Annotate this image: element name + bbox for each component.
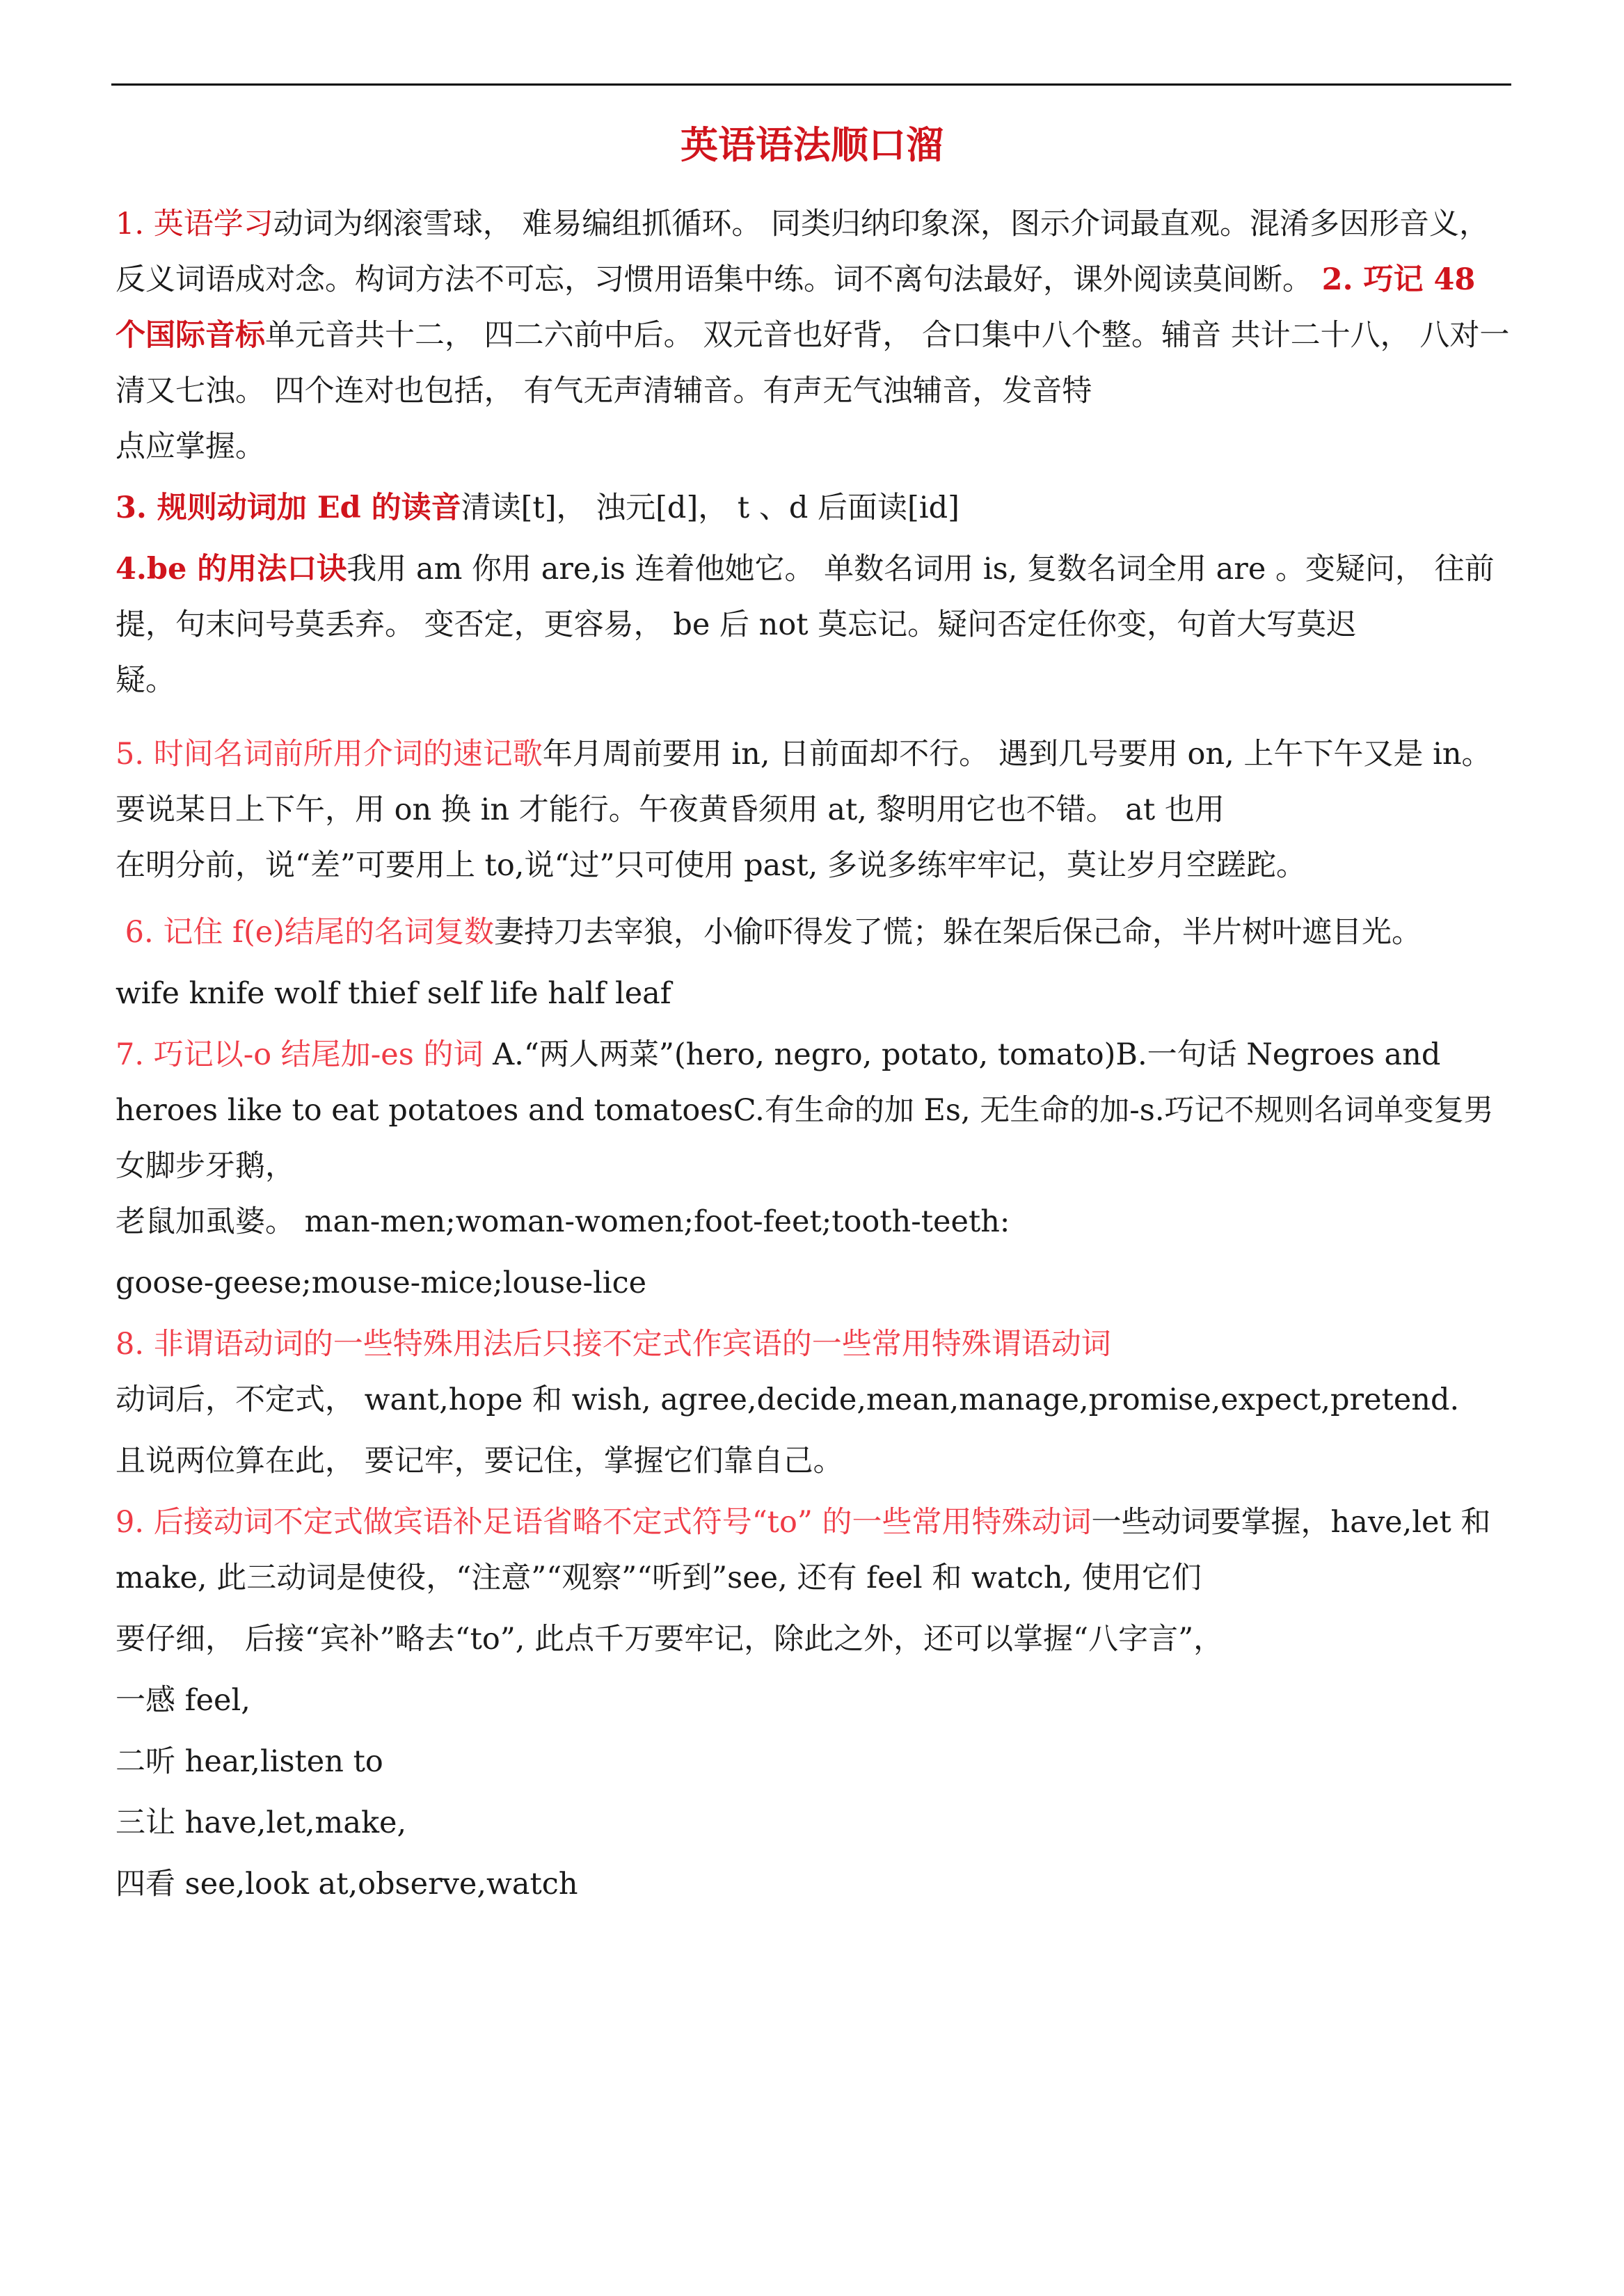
section-2-text: 单元音共十二， 四二六前中后。 双元音也好背， 合口集中八个整。辅音 共计二十八， 八对一清又七浊。 四个连对也包括， 有气无声清辅音。有声无气浊辅音，发音特 <box>116 318 1510 408</box>
section-3-text: 清读[t]， 浊元[d]， t 、d 后面读[id] <box>461 491 960 525</box>
section-3 <box>116 480 1513 536</box>
section-4-heading: 4.be 的用法口诀 <box>116 552 347 587</box>
section-9-item: 二听 hear,listen to <box>116 1744 383 1779</box>
document-body <box>116 196 1513 1912</box>
section-5-continuation: 在明分前，说“差”可要用上 to,说“过”只可使用 past, 多说多练牢牢记，莫让岁月空蹉跎。 <box>116 848 1306 883</box>
section-6 <box>116 904 1513 960</box>
section-9-heading: 9. 后接动词不定式做宾语补足语省略不定式符号“to” 的一些常用特殊动词 <box>116 1505 1092 1540</box>
section-7-continuation: 老鼠加虱婆。 man-men;woman-women;foot-feet;tooth-teeth: <box>116 1204 1010 1239</box>
page-title: 英语语法顺口溜 <box>680 122 944 167</box>
section-3-heading: 3. 规则动词加 Ed 的读音 <box>116 491 461 525</box>
section-5-text: 年月周前要用 in, 日前面却不行。 遇到几号要用 on, 上午下午又是 in。要说某日上下午，用 on 换 in 才能行。午夜黄昏须用 at, 黎明用它也不错。 at 也用 <box>116 737 1492 827</box>
section-2-continuation: 点应掌握。 <box>116 429 265 464</box>
section-1-heading: 1. 英语学习 <box>116 207 273 241</box>
section-5 <box>116 726 1513 838</box>
section-4-text: 我用 am 你用 are,is 连着他她它。 单数名词用 is, 复数名词全用 are 。变疑问， 往前提，句末问号莫丢弃。 变否定，更容易， be 后 not 莫忘记。疑问否定任你变，句首大写莫迟 <box>116 552 1495 642</box>
section-9-item: 三让 have,let,make, <box>116 1805 407 1840</box>
section-4-continuation: 疑。 <box>116 663 175 698</box>
section-1-text: 动词为纲滚雪球， 难易编组抓循环。 同类归纳印象深，图示介词最直观。混淆多因形音义，反义词语成对念。构词方法不可忘，习惯用语集中练。词不离句法最好，课外阅读莫间断。 <box>116 207 1490 297</box>
section-7-text: A.“两人两菜”(hero, negro, potato, tomato)B.一句话 Negroes and heroes like to eat potatoes and tomatoesC.有生命的加 Es, 无生命的加-s.巧记不规则名词单变复男女脚步牙鹅， <box>116 1037 1494 1183</box>
section-6-text: 妻持刀去宰狼，小偷吓得发了慌；躲在架后保己命，半片树叶遮目光。 <box>493 915 1422 950</box>
section-2-heading: 2. 巧记 48 个国际音标 <box>116 262 1476 353</box>
section-8-heading: 8. 非谓语动词的一些特殊用法后只接不定式作宾语的一些常用特殊谓语动词 <box>116 1327 1111 1362</box>
section-7-heading: 7. 巧记以-o 结尾加-es 的词 <box>116 1037 484 1072</box>
section-8-line-2: 且说两位算在此， 要记牢，要记住，掌握它们靠自己。 <box>116 1444 843 1478</box>
section-1 <box>116 196 1513 419</box>
section-9 <box>116 1494 1513 1606</box>
header-rule <box>111 83 1511 86</box>
section-6-heading: 6. 记住 f(e)结尾的名词复数 <box>125 915 494 950</box>
section-4 <box>116 541 1513 653</box>
section-6-words: wife knife wolf thief self life half leaf <box>116 976 671 1011</box>
section-7 <box>116 1027 1513 1194</box>
section-7-continuation-2: goose-geese;mouse-mice;louse-lice <box>116 1266 647 1300</box>
section-9-item: 一感 feel, <box>116 1683 250 1718</box>
section-9-continuation: 要仔细， 后接“宾补”略去“to”, 此点千万要牢记，除此之外，还可以掌握“八字言”， <box>116 1622 1224 1657</box>
section-9-text: 一些动词要掌握，have,let 和 make, 此三动词是使役，“注意”“观察”“听到”see, 还有 feel 和 watch, 使用它们 <box>116 1505 1491 1595</box>
section-8-line-1: 动词后，不定式， want,hope 和 wish, agree,decide,mean,manage,promise,expect,pretend. <box>116 1382 1460 1417</box>
section-5-heading: 5. 时间名词前所用介词的速记歌 <box>116 737 543 772</box>
section-9-item: 四看 see,look at,observe,watch <box>116 1867 578 1902</box>
